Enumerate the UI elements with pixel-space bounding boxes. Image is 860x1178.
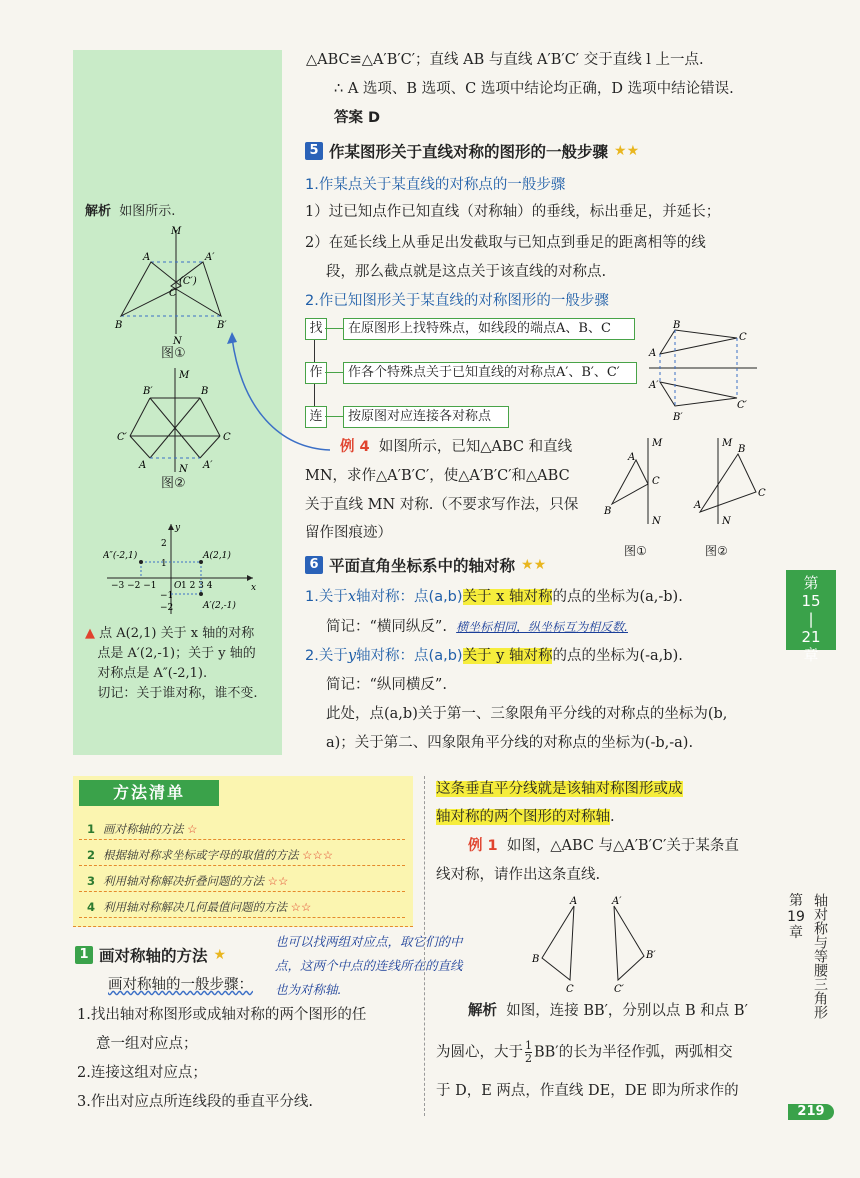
svg-text:B: B <box>738 444 746 455</box>
svg-text:−1: −1 <box>160 591 174 601</box>
analysis-line-3: 于 D，E 两点，作直线 DE，DE 即为所求作的 <box>436 1083 739 1099</box>
section-5-step1: 1）过已知点作已知直线（对称轴）的垂线，标出垂足，并延长； <box>305 204 721 220</box>
sidebar-note: ▲ 点 A(2,1) 关于 x 轴的对称 点是 A′(2,-1)；关于 y 轴的 对称点是 A″(-2,1). 切记：关于谁对称，谁不变. <box>85 626 258 701</box>
svg-text:C′: C′ <box>737 400 747 411</box>
svg-text:N: N <box>722 516 731 527</box>
svg-text:C: C <box>652 476 660 487</box>
section-5-step2b: 段，那么截点就是这点关于该直线的对称点. <box>326 264 607 280</box>
top-line-1: △ABC≌△A′B′C′；直线 AB 与直线 A′B′C′ 交于直线 l 上一点. <box>306 52 704 68</box>
section-5-sub2: 2.作已知图形关于某直线的对称图形的一般步骤 <box>305 293 609 309</box>
answer: 答案 D <box>334 110 381 126</box>
section-5-badge: 5 <box>305 142 323 160</box>
svg-text:C: C <box>566 984 574 992</box>
svg-text:C: C <box>739 332 747 343</box>
example-4-figures <box>600 434 770 529</box>
section-6-p1-memo: 简记：“横同纵反”. 横坐标相同，纵坐标互为相反数. <box>326 619 628 635</box>
example-4-line-4: 留作图痕迹） <box>305 525 392 541</box>
sidebar-fig1-caption: 图① <box>161 346 186 361</box>
section-6-p3a: 此处，点(a,b)关于第一、三象限角平分线的对称点的坐标为(b, <box>326 706 728 722</box>
section-5-title: 作某图形关于直线对称的图形的一般步骤 <box>329 143 609 161</box>
svg-text:C′: C′ <box>117 432 127 443</box>
svg-text:A′: A′ <box>203 460 213 471</box>
step-make-key: 作 <box>305 362 327 384</box>
svg-text:B′: B′ <box>673 412 683 423</box>
svg-text:A: A <box>139 460 147 471</box>
svg-text:A′(2,-1): A′(2,-1) <box>203 601 236 611</box>
svg-text:A′: A′ <box>205 252 215 263</box>
example-1-figure <box>530 896 670 992</box>
step-connector <box>325 372 343 373</box>
page-number: 219 <box>788 1104 834 1120</box>
method-list-title: 方法清单 <box>79 780 219 806</box>
svg-text:B′: B′ <box>143 386 153 397</box>
svg-text:−3 −2 −1: −3 −2 −1 <box>111 581 157 591</box>
svg-text:B: B <box>604 506 612 517</box>
star-icon: ★★ <box>614 143 640 159</box>
svg-text:A′: A′ <box>612 896 622 907</box>
flow-arrow <box>314 340 315 362</box>
section-1-intro: 画对称轴的一般步骤： <box>108 977 253 993</box>
svg-text:A″(-2,1): A″(-2,1) <box>103 551 138 561</box>
svg-text:−2: −2 <box>160 603 174 613</box>
svg-text:B: B <box>532 954 540 965</box>
section-6-badge: 6 <box>305 556 323 574</box>
svg-text:1 2 3 4: 1 2 3 4 <box>181 581 213 591</box>
handwritten-note: 也可以找两组对应点，取它们的中 点，这两个中点的连线所在的直线 也为对称轴. <box>275 934 463 997</box>
svg-text:y: y <box>175 523 181 533</box>
svg-text:M: M <box>652 438 663 449</box>
right-hl-1: 这条垂直平分线就是该轴对称图形或成 <box>436 781 683 797</box>
section-6-p2: 2.关于y轴对称：点(a,b)关于 y 轴对称的点的坐标为(-a,b). <box>305 648 683 664</box>
svg-text:B′: B′ <box>217 320 227 331</box>
example-4-fig2-caption: 图② <box>705 544 728 558</box>
svg-text:M: M <box>722 438 733 449</box>
step-connect-text: 按原图对应连接各对称点 <box>343 406 509 428</box>
step-connector <box>325 416 343 417</box>
section-1-step1a: 1.找出轴对称图形或成轴对称的两个图形的任 <box>77 1007 367 1023</box>
method-item: 3 利用轴对称解决折叠问题的方法 ☆☆ <box>79 872 405 892</box>
section-1-heading <box>75 944 226 966</box>
section-6-heading <box>305 554 546 576</box>
example-4-line-1: 例 4 如图所示，已知△ABC 和直线 <box>340 439 573 455</box>
method-item: 2 根据轴对称求坐标或字母的取值的方法 ☆☆☆ <box>79 846 405 866</box>
section-6-p2-memo: 简记：“纵同横反”. <box>326 677 447 693</box>
star-icon: ★★ <box>521 557 547 573</box>
svg-text:A′: A′ <box>649 380 659 391</box>
svg-text:A(2,1): A(2,1) <box>203 551 231 561</box>
right-hl-2: 轴对称的两个图形的对称轴. <box>436 809 615 825</box>
section-6-title: 平面直角坐标系中的轴对称 <box>329 557 516 575</box>
step-find-key: 找 <box>305 318 327 340</box>
section-5-figure <box>645 316 760 424</box>
section-1-title: 画对称轴的方法 <box>99 947 208 965</box>
svg-text:(C′): (C′) <box>179 276 197 287</box>
top-line-2: ∴ A 选项、B 选项、C 选项中结论均正确，D 选项中结论错误. <box>334 81 734 97</box>
svg-text:C: C <box>223 432 231 443</box>
analysis-line-1: 解析 如图，连接 BB′，分别以点 B 和点 B′ <box>468 1003 748 1019</box>
example-4-line-3: 关于直线 MN 对称.（不要求写作法，只保 <box>305 497 579 513</box>
svg-text:O: O <box>174 581 182 591</box>
svg-text:A: A <box>570 896 578 907</box>
chapter-tab: 第 15 | 21 章 <box>786 570 836 650</box>
example-1-line-1: 例 1 如图，△ABC 与△A′B′C′关于某条直 <box>468 838 739 854</box>
svg-text:A: A <box>694 500 702 511</box>
section-6-p3b: a)；关于第二、四象限角平分线的对称点的坐标为(-b,-a). <box>326 735 694 751</box>
example-4-fig1-caption: 图① <box>624 544 647 558</box>
step-make-text: 作各个特殊点关于已知直线的对称点A′、B′、C′ <box>343 362 637 384</box>
example-4-line-2: MN，求作△A′B′C′，使△A′B′C′和△ABC <box>305 468 570 484</box>
svg-text:x: x <box>251 583 257 593</box>
svg-text:B: B <box>673 320 681 331</box>
arrow-curve <box>220 330 340 460</box>
step-find-text: 在原图形上找特殊点，如线段的端点A、B、C <box>343 318 635 340</box>
section-1-step3: 3.作出对应点所连线段的垂直平分线. <box>77 1094 313 1110</box>
svg-text:B′: B′ <box>646 950 656 961</box>
svg-text:B: B <box>201 386 209 397</box>
svg-text:C: C <box>169 288 177 299</box>
column-divider <box>424 776 425 1116</box>
section-5-step2a: 2）在延长线上从垂足出发截取与已知点到垂足的距离相等的线 <box>305 235 706 251</box>
flow-arrow <box>314 384 315 406</box>
analysis-line-2: 为圆心，大于 $\frac{1}{2}$ BB′的长为半径作弧，两弧相交 <box>436 1039 733 1065</box>
method-item: 1 画对称轴的方法 ☆ <box>79 820 405 840</box>
section-5-sub1: 1.作某点关于某直线的对称点的一般步骤 <box>305 177 566 193</box>
section-5-heading <box>305 140 639 162</box>
svg-text:M: M <box>179 370 190 381</box>
svg-text:N: N <box>173 336 182 347</box>
svg-text:1: 1 <box>161 559 167 569</box>
example-1-line-2: 线对称，请作出这条直线. <box>436 867 601 883</box>
section-1-badge: 1 <box>75 946 93 964</box>
method-item: 4 利用轴对称解决几何最值问题的方法 ☆☆ <box>79 898 405 918</box>
svg-text:A: A <box>649 348 657 359</box>
svg-text:C: C <box>758 488 766 499</box>
svg-text:C′: C′ <box>614 984 624 992</box>
sidebar-fig2-caption: 图② <box>161 476 186 491</box>
svg-text:B: B <box>115 320 123 331</box>
star-icon: ★ <box>213 947 227 963</box>
svg-text:2: 2 <box>161 539 167 549</box>
chapter-title-vertical: 轴对称与等腰三角形 <box>812 893 828 1019</box>
section-1-step1b: 意一组对应点； <box>96 1036 198 1052</box>
chapter-vertical-label: 第 19 章 <box>787 893 805 941</box>
svg-text:M: M <box>171 226 182 237</box>
step-connect-key: 连 <box>305 406 327 428</box>
svg-text:N: N <box>652 516 661 527</box>
svg-text:A: A <box>143 252 151 263</box>
method-list <box>73 776 413 927</box>
svg-text:N: N <box>179 464 188 475</box>
section-1-step2: 2.连接这组对应点； <box>77 1065 207 1081</box>
sidebar-jiexi: 解析 如图所示. <box>85 204 176 219</box>
step-connector <box>325 328 343 329</box>
svg-text:A: A <box>628 452 636 463</box>
section-6-p1: 1.关于x轴对称：点(a,b)关于 x 轴对称的点的坐标为(a,-b). <box>305 589 683 605</box>
sidebar-coordinate-figure <box>103 520 263 616</box>
